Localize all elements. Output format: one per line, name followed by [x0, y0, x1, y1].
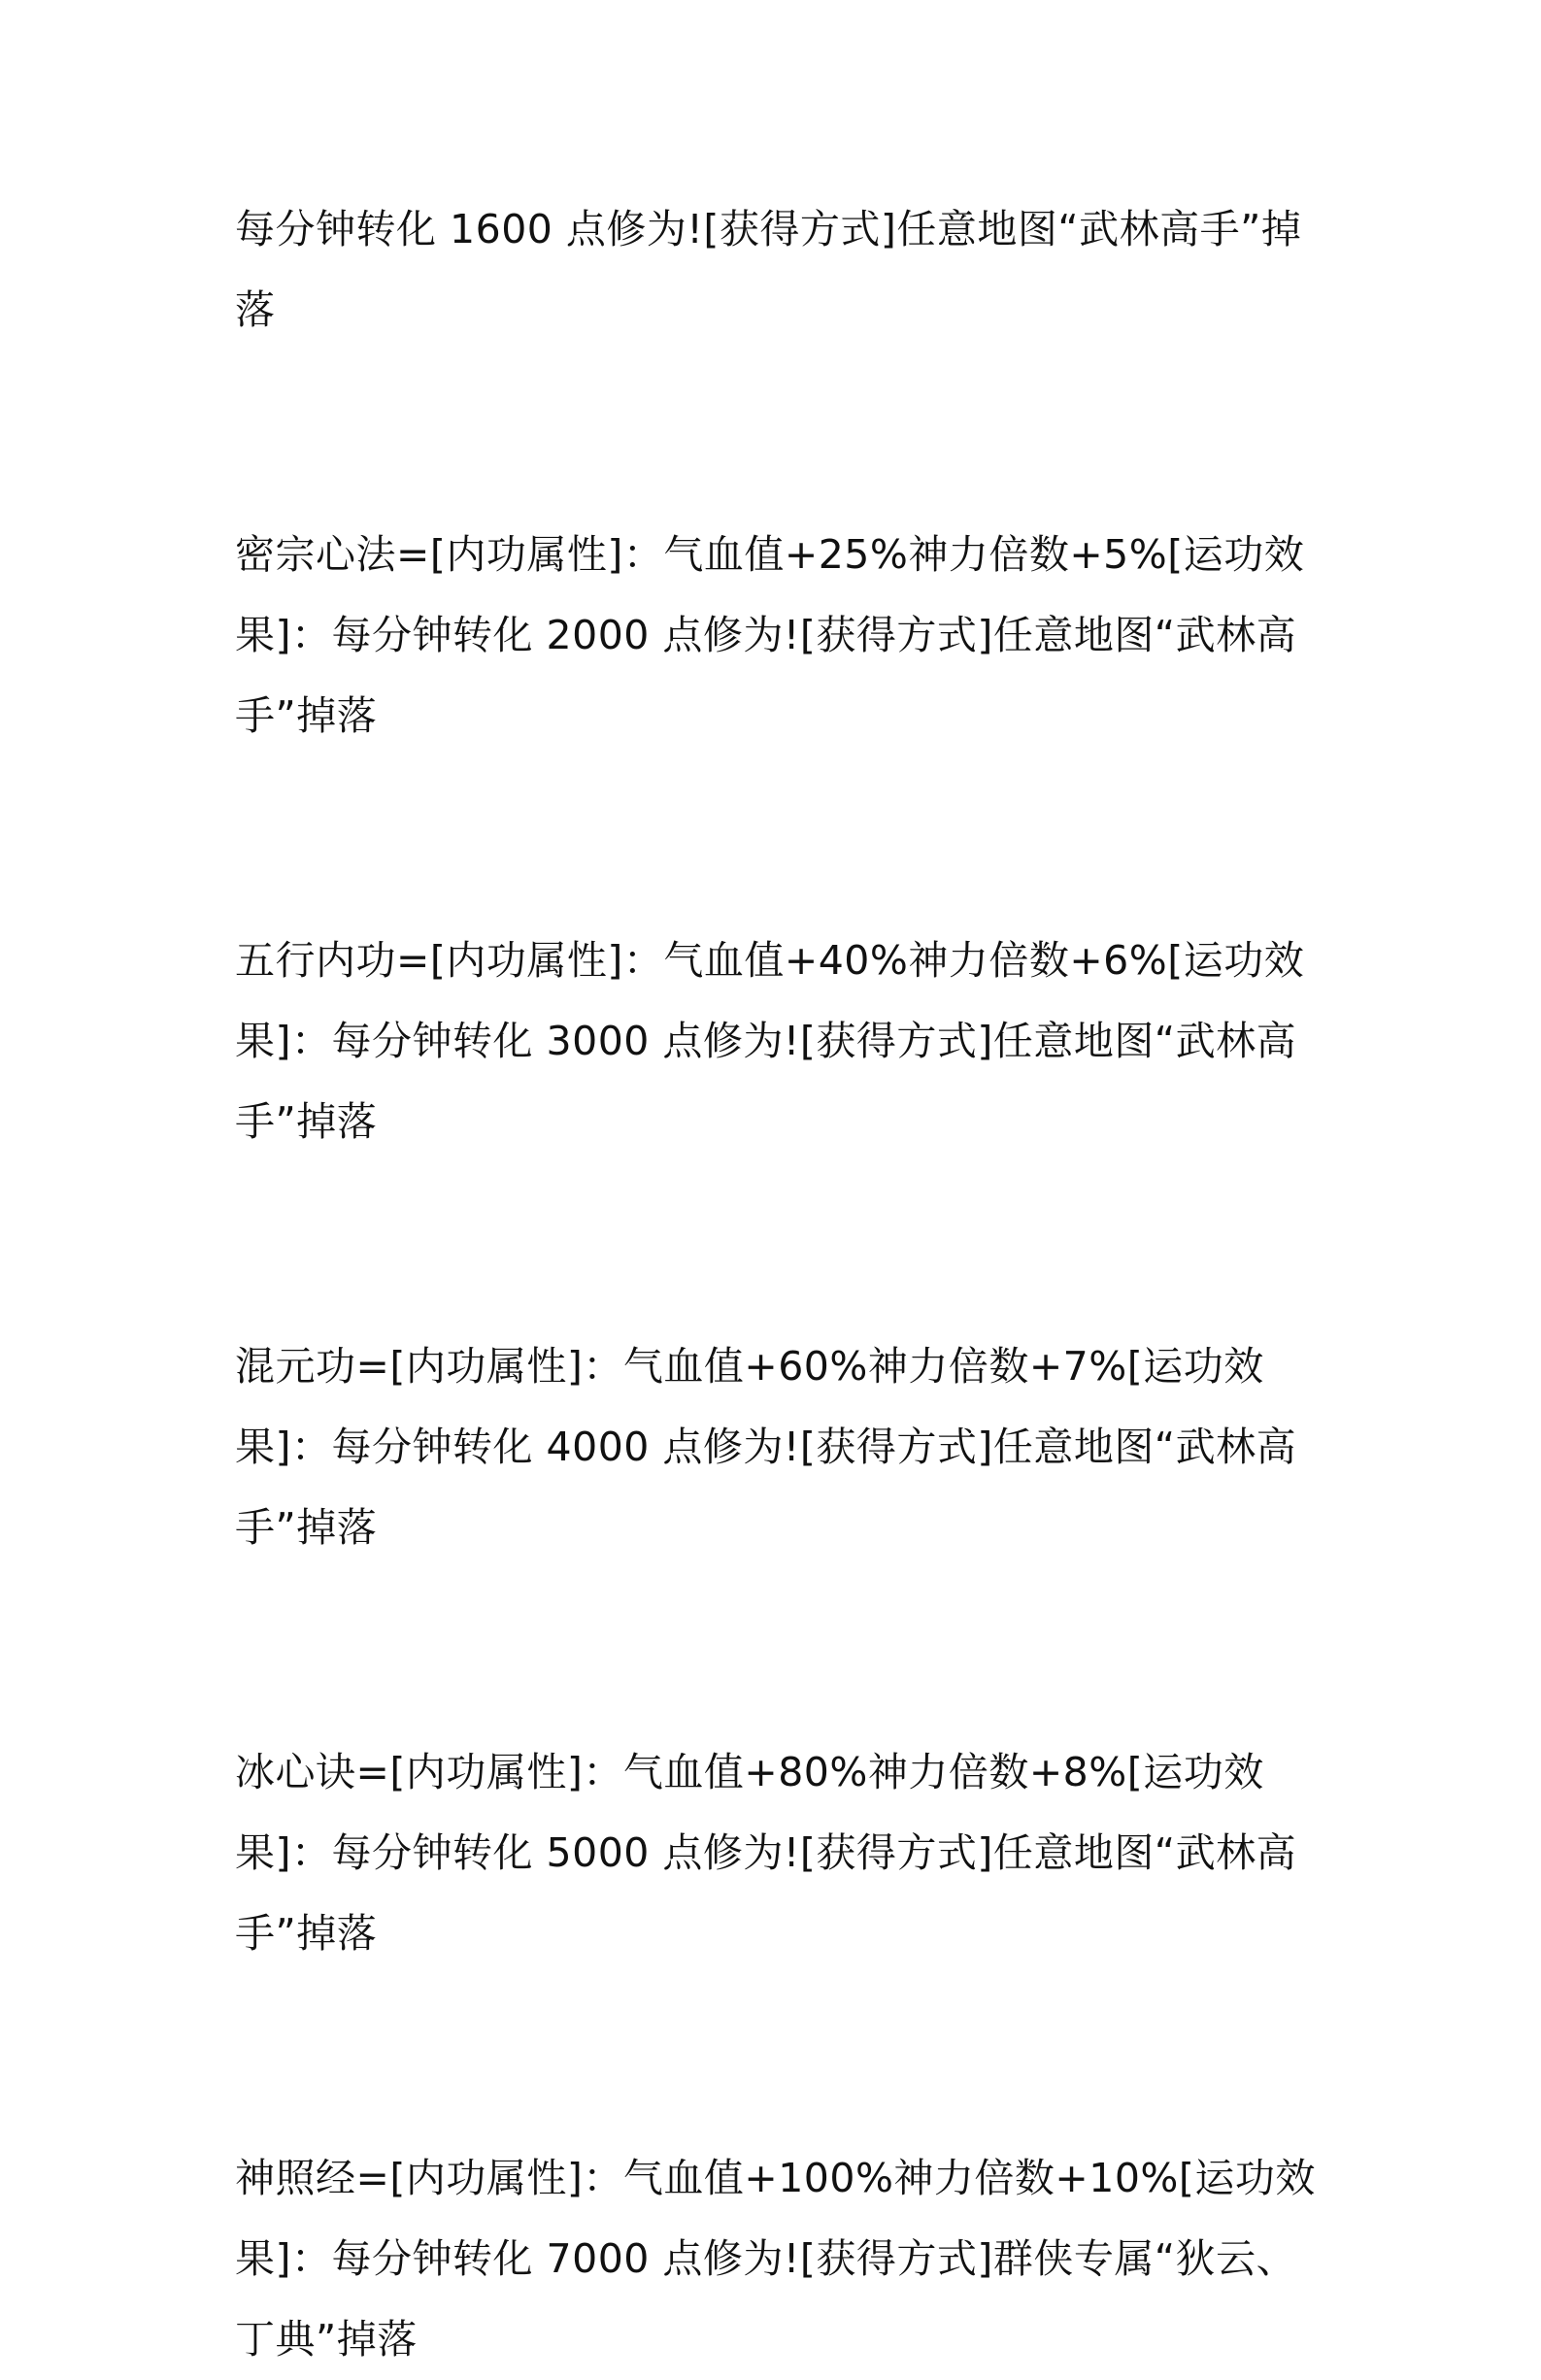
- paragraph-mizong-xinfa: 密宗心法=[内功属性]：气血值+25%神力倍数+5%[运功效果]：每分钟转化 2000 点修为![获得方式]任意地图“武林高手”掉落: [235, 531, 1305, 739]
- paragraph-shenzhao-jing: 神照经=[内功属性]：气血值+100%神力倍数+10%[运功效果]：每分钟转化 7000 点修为![获得方式]群侠专属“狄云、丁典”掉落: [235, 2155, 1316, 2363]
- paragraph-bingxin-jue: 冰心诀=[内功属性]：气血值+80%神力倍数+8%[运功效果]：每分钟转化 5000 点修为![获得方式]任意地图“武林高手”掉落: [235, 1749, 1297, 1957]
- paragraph-hunyuan-gong: 混元功=[内功属性]：气血值+60%神力倍数+7%[运功效果]：每分钟转化 4000 点修为![获得方式]任意地图“武林高手”掉落: [235, 1343, 1297, 1551]
- paragraph-wuxing-neigong: 五行内功=[内功属性]：气血值+40%神力倍数+6%[运功效果]：每分钟转化 3000 点修为![获得方式]任意地图“武林高手”掉落: [235, 937, 1305, 1145]
- document-body: [235, 189, 1332, 2380]
- paragraph-1600-cultivation: 每分钟转化 1600 点修为![获得方式]任意地图“武林高手”掉落: [235, 206, 1302, 333]
